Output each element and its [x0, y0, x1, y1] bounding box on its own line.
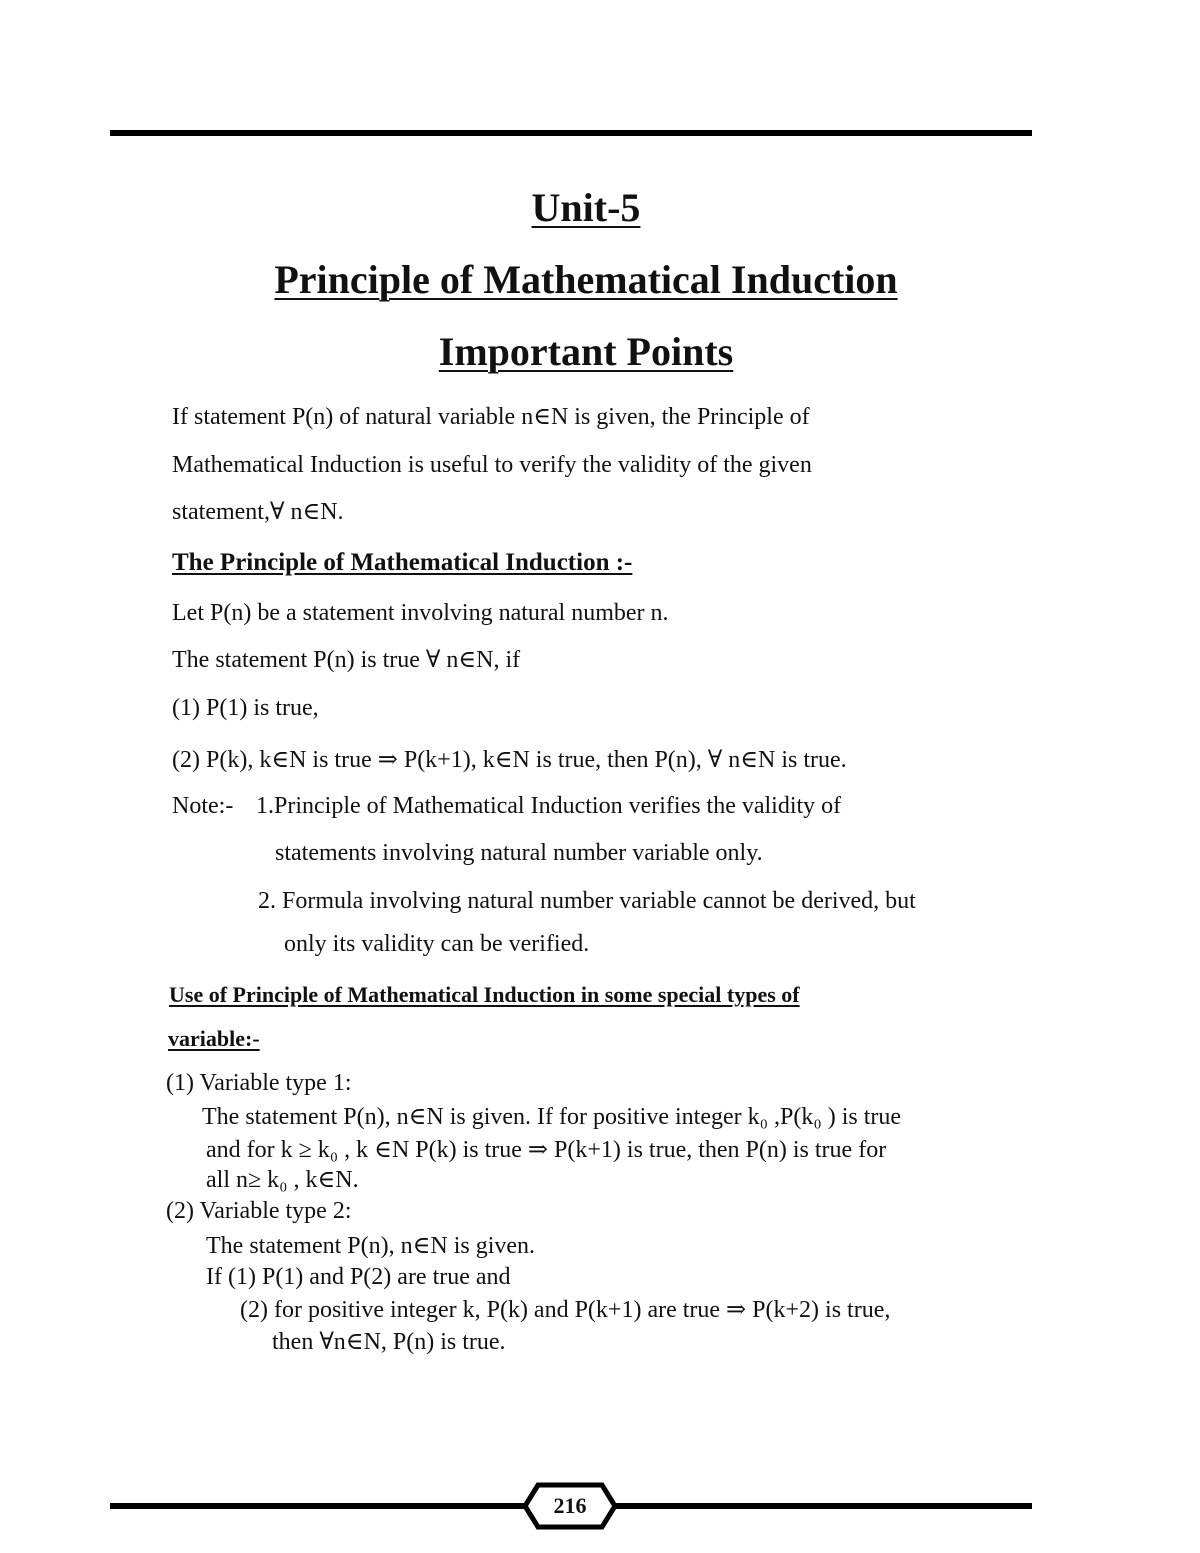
note-item-1-line-2: statements involving natural number variable only.: [275, 840, 763, 866]
note-item-1-line-1: 1.Principle of Mathematical Induction verifies the validity of: [256, 793, 842, 819]
variable-type-2-line-1: The statement P(n), n∈N is given.: [206, 1233, 536, 1259]
variable-type-1-line-3: all n≥ k₀ , k∈N.: [206, 1167, 359, 1193]
footer-rule-right: [610, 1503, 1032, 1509]
intro-line-3: statement,∀ n∈N.: [172, 499, 344, 525]
section-title: Important Points: [438, 329, 734, 374]
variable-type-1-line-1: The statement P(n), n∈N is given. If for positive integer k₀ ,P(k₀ ) is true: [202, 1104, 902, 1130]
note-item-2-line-2: only its validity can be verified.: [284, 931, 590, 957]
note-item-2-line-1: 2. Formula involving natural number variable cannot be derived, but: [258, 888, 916, 914]
variable-type-2-title: (2) Variable type 2:: [166, 1198, 352, 1224]
variable-type-2-line-2: If (1) P(1) and P(2) are true and: [206, 1264, 511, 1290]
variable-type-2-line-4: then ∀n∈N, P(n) is true.: [272, 1329, 506, 1355]
variable-type-1-line-2: and for k ≥ k₀ , k ∈N P(k) is true ⇒ P(k+1) is true, then P(n) is true for: [206, 1137, 887, 1163]
footer-rule-left: [110, 1503, 530, 1509]
unit-title: Unit-5: [531, 185, 641, 230]
principle-heading: The Principle of Mathematical Induction :-: [172, 549, 633, 576]
principle-condition-2: (2) P(k), k∈N is true ⇒ P(k+1), k∈N is true, then P(n), ∀ n∈N is true.: [172, 747, 847, 773]
top-rule: [110, 130, 1032, 136]
note-label: Note:-: [172, 793, 234, 819]
principle-condition-1: (1) P(1) is true,: [172, 695, 319, 721]
page-number: 216: [553, 1493, 587, 1518]
intro-line-2: Mathematical Induction is useful to verify the validity of the given: [172, 452, 812, 478]
special-heading-line-1: Use of Principle of Mathematical Induction in some special types of: [169, 982, 800, 1007]
chapter-title: Principle of Mathematical Induction: [274, 257, 898, 302]
principle-line-1: Let P(n) be a statement involving natural number n.: [172, 600, 669, 626]
variable-type-1-title: (1) Variable type 1:: [166, 1070, 352, 1096]
special-heading-line-2: variable:-: [168, 1026, 260, 1051]
intro-line-1: If statement P(n) of natural variable n∈N is given, the Principle of: [172, 404, 810, 430]
variable-type-2-line-3: (2) for positive integer k, P(k) and P(k+1) are true ⇒ P(k+2) is true,: [240, 1297, 891, 1323]
principle-line-2: The statement P(n) is true ∀ n∈N, if: [172, 647, 521, 673]
